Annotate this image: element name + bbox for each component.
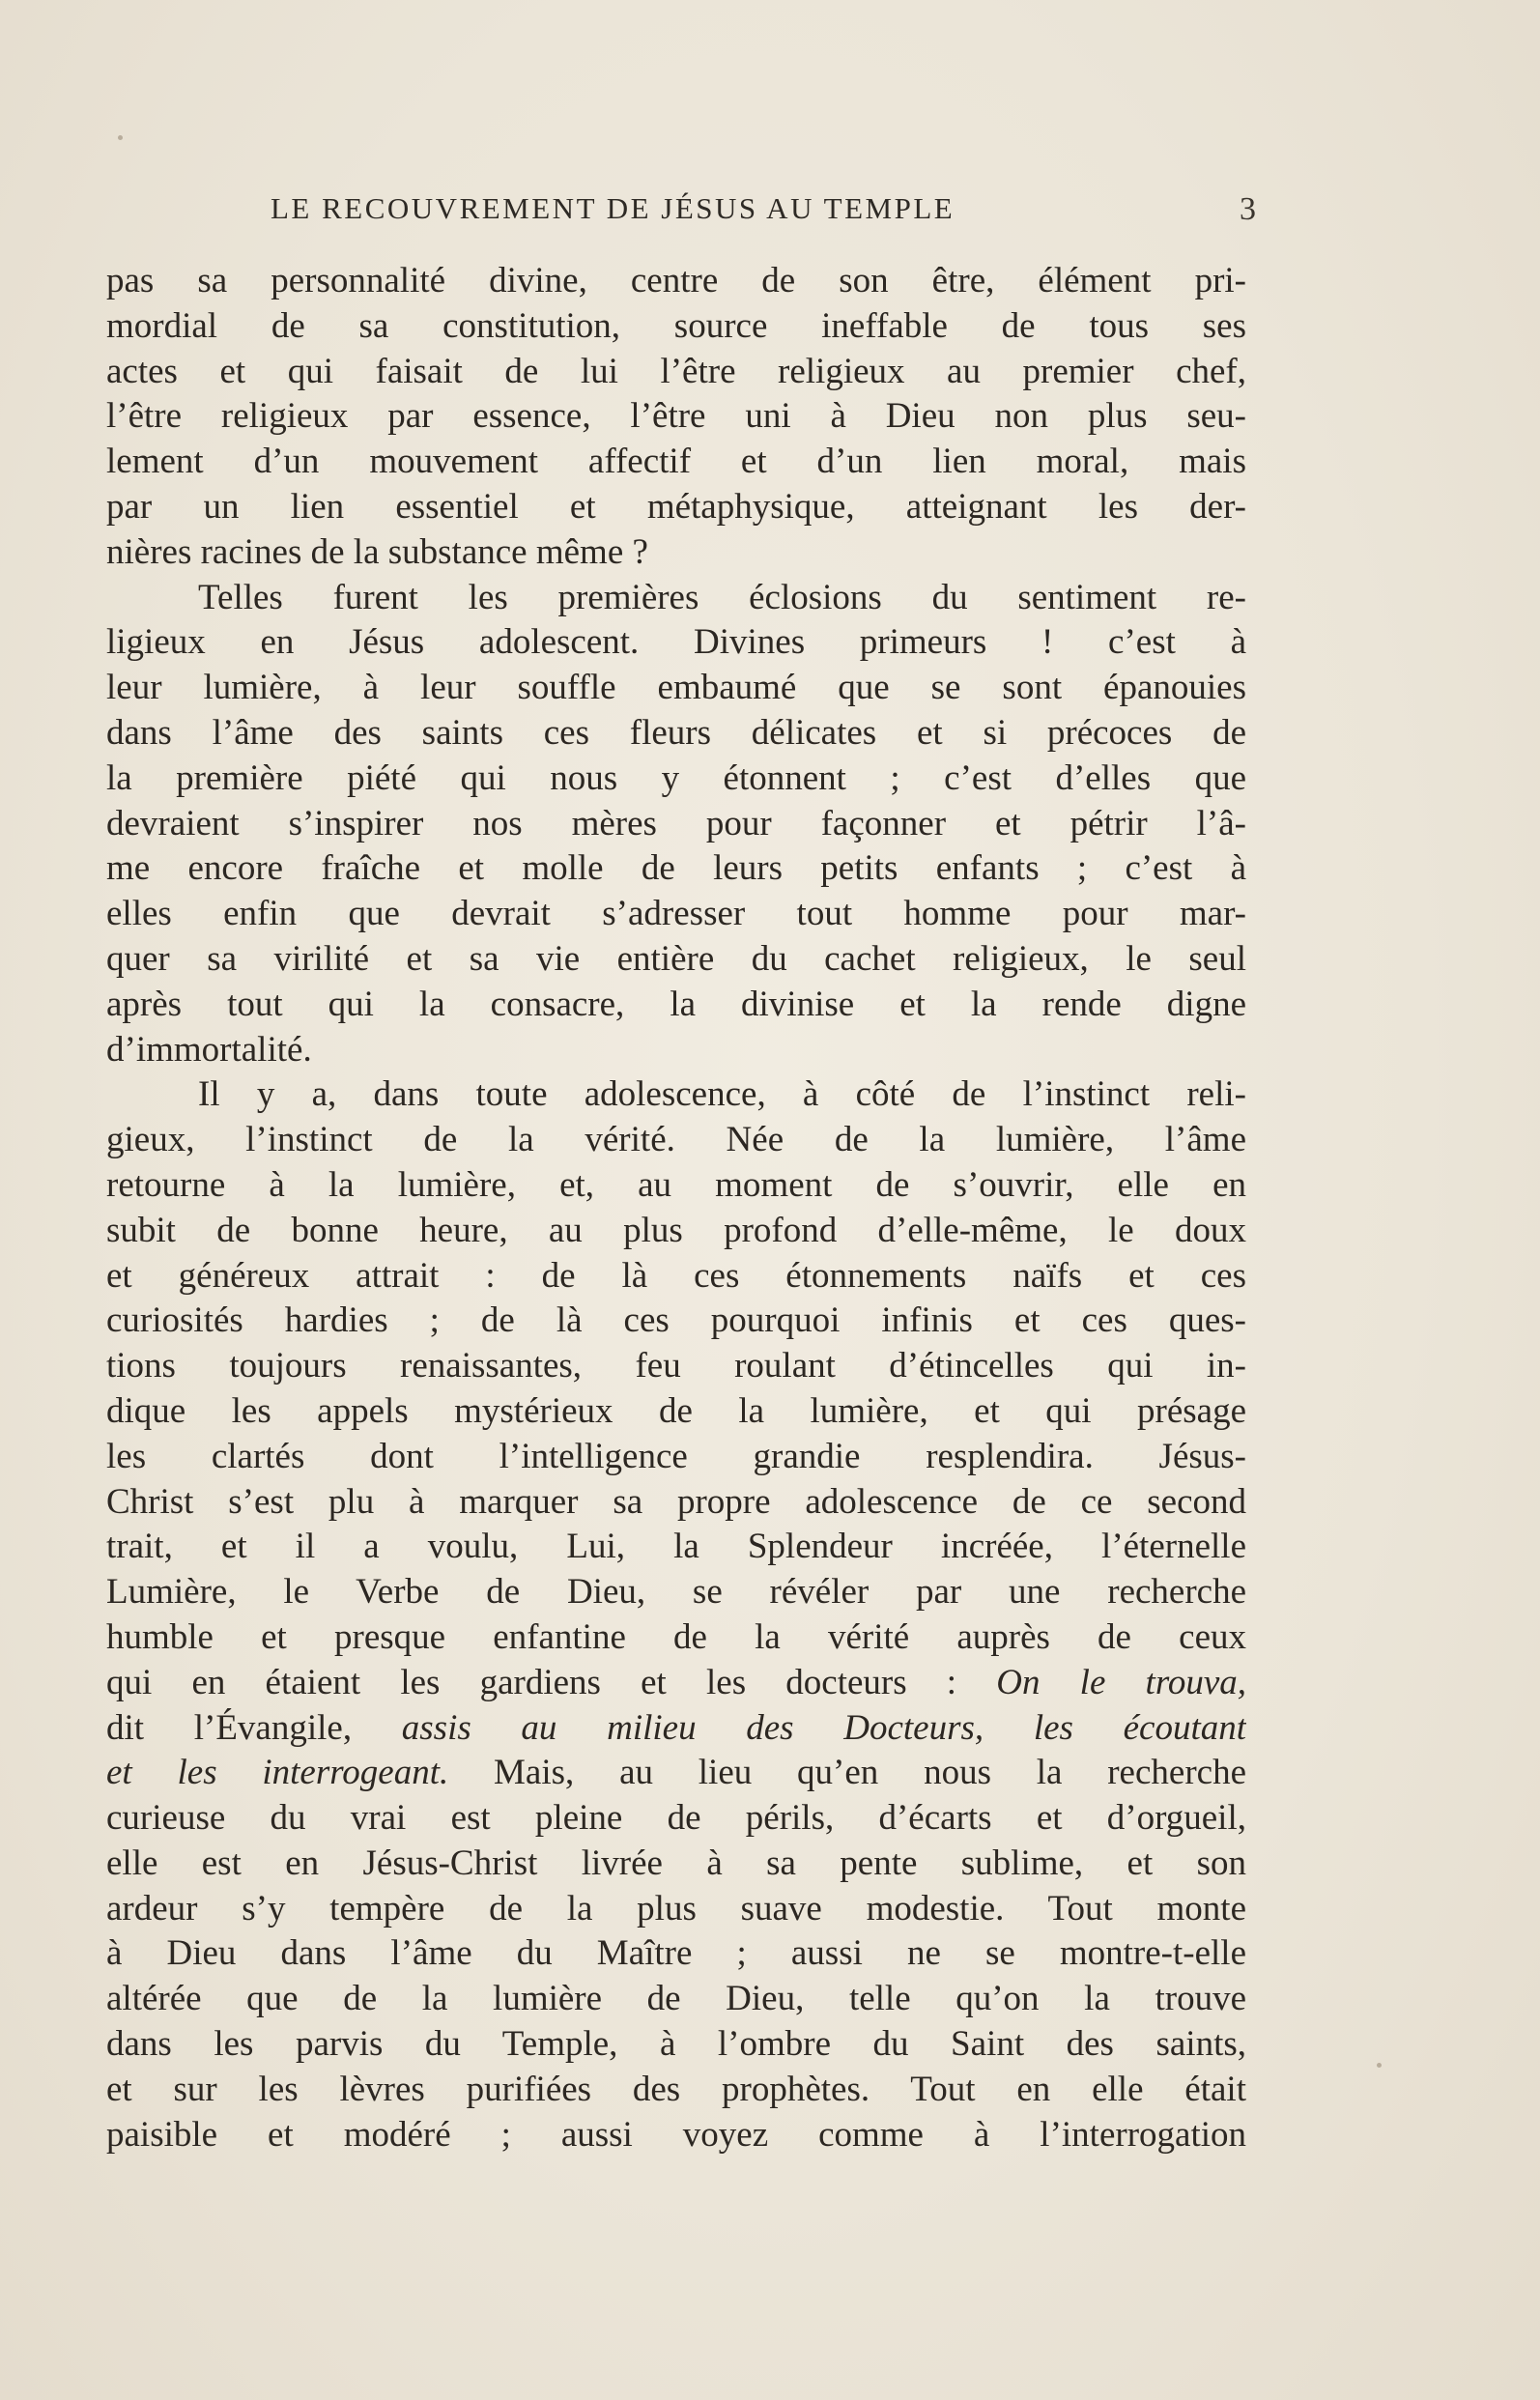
text-line (106, 1344, 1246, 1389)
line-text: et sur les lèvres purifiées des prophètes. Tout en elle était (106, 2069, 1246, 2109)
text-line (106, 983, 1246, 1028)
text-line (106, 711, 1246, 757)
line-text: ligieux en Jésus adolescent. Divines primeurs ! c’est à (106, 622, 1246, 663)
text-line (106, 1615, 1246, 1661)
line-text: pas sa personnalité divine, centre de son être, élément pri- (106, 261, 1246, 300)
text-line (106, 937, 1246, 983)
line-text: ardeur s’y tempère de la plus suave modestie. Tout monte (106, 1888, 1246, 1929)
text-line (106, 394, 1246, 440)
text-line (106, 620, 1246, 666)
text-line (106, 1028, 1246, 1073)
text-line (106, 1163, 1246, 1209)
italic-quote: et les interrogeant. (106, 1753, 449, 1793)
line-text: leur lumière, à leur souffle embaumé que se sont épanouies (106, 668, 1246, 708)
text-line (106, 846, 1246, 892)
text-line (106, 530, 1246, 576)
line-text: par un lien essentiel et métaphysique, atteignant les der- (106, 486, 1246, 527)
text-line (106, 1706, 1246, 1752)
text-line (106, 1661, 1246, 1706)
text-line (106, 1209, 1246, 1254)
text-line (106, 2068, 1246, 2113)
line-text: d’immortalité. (106, 1029, 312, 1070)
line-text: devraient s’inspirer nos mères pour façonner et pétrir l’â- (106, 803, 1246, 843)
line-text: subit de bonne heure, au plus profond d’elle-même, le doux (106, 1210, 1246, 1250)
text-line (106, 1796, 1246, 1842)
line-text: dit l’Évangile, (106, 1707, 353, 1748)
paper-speck (1377, 2063, 1382, 2068)
line-text: curiosités hardies ; de là ces pourquoi infinis et ces ques- (106, 1300, 1246, 1341)
italic-quote: On le trouva, (996, 1662, 1246, 1702)
text-line (106, 576, 1246, 621)
text-line (106, 802, 1246, 847)
line-text: dique les appels mystérieux de la lumière, et qui présage (106, 1390, 1246, 1431)
text-line (106, 1389, 1246, 1435)
line-text: les clartés dont l’intelligence grandie resplendira. Jésus- (106, 1436, 1246, 1476)
line-text: Lumière, le Verbe de Dieu, se révéler par une recherche (106, 1572, 1246, 1613)
line-text: Telles furent les premières éclosions du sentiment re- (198, 577, 1246, 617)
text-line (106, 2022, 1246, 2068)
line-text: actes et qui faisait de lui l’être religieux au premier chef, (106, 351, 1246, 391)
text-line (106, 1299, 1246, 1344)
line-text: elles enfin que devrait s’adresser tout homme pour mar- (106, 894, 1246, 934)
text-line (106, 1931, 1246, 1977)
line-text: elle est en Jésus-Christ livrée à sa pente sublime, et son (106, 1843, 1246, 1883)
line-text: dans les parvis du Temple, à l’ombre du Saint des saints, (106, 2024, 1246, 2065)
text-line (106, 1751, 1246, 1796)
text-line (106, 350, 1246, 395)
line-text: nières racines de la substance même ? (106, 531, 648, 572)
line-text: la première piété qui nous y étonnent ; c’est d’elles que (106, 757, 1246, 798)
line-text: me encore fraîche et molle de leurs petits enfants ; c’est à (106, 848, 1246, 889)
text-line (106, 1480, 1246, 1526)
line-text: altérée que de la lumière de Dieu, telle qu’on la trouve (106, 1979, 1246, 2019)
line-text: paisible et modéré ; aussi voyez comme à l’interrogation (106, 2114, 1246, 2155)
text-line (106, 2113, 1246, 2158)
text-line (106, 1887, 1246, 1932)
running-head: LE RECOUVREMENT DE JÉSUS AU TEMPLE (271, 191, 955, 225)
line-text: Christ s’est plu à marquer sa propre adolescence de ce second (106, 1481, 1246, 1522)
line-text: trait, et il a voulu, Lui, la Splendeur incréée, l’éternelle (106, 1527, 1246, 1567)
line-text: à Dieu dans l’âme du Maître ; aussi ne se montre-t-elle (106, 1933, 1246, 1974)
text-line (106, 1842, 1246, 1887)
line-text: l’être religieux par essence, l’être uni à Dieu non plus seu- (106, 396, 1246, 437)
text-line (106, 757, 1246, 802)
line-text: curieuse du vrai est pleine de périls, d’écarts et d’orgueil, (106, 1798, 1246, 1839)
line-text: tions toujours renaissantes, feu roulant d’étincelles qui in- (106, 1346, 1246, 1386)
line-text: lement d’un mouvement affectif et d’un lien moral, mais (106, 442, 1246, 482)
text-line (106, 304, 1246, 350)
line-text: qui en étaient les gardiens et les docteurs : (106, 1662, 957, 1702)
text-line (106, 1254, 1246, 1300)
text-line (106, 1118, 1246, 1163)
paper-speck (118, 135, 123, 140)
body-text (106, 259, 1246, 2157)
text-line (106, 666, 1246, 711)
text-line (106, 259, 1246, 304)
text-line (106, 1072, 1246, 1118)
line-text: retourne à la lumière, et, au moment de s’ouvrir, elle en (106, 1164, 1246, 1205)
line-text: humble et presque enfantine de la vérité auprès de ceux (106, 1616, 1246, 1657)
line-text: après tout qui la consacre, la divinise et la rende digne (106, 984, 1246, 1024)
italic-quote: assis au milieu des Docteurs, les écoutant (401, 1707, 1246, 1748)
text-line (106, 892, 1246, 937)
line-text: Il y a, dans toute adolescence, à côté de l’instinct reli- (198, 1074, 1246, 1115)
text-line (106, 1435, 1246, 1480)
line-text: gieux, l’instinct de la vérité. Née de la lumière, l’âme (106, 1120, 1246, 1160)
text-line (106, 1525, 1246, 1570)
line-text: dans l’âme des saints ces fleurs délicates et si précoces de (106, 712, 1246, 753)
line-text: quer sa virilité et sa vie entière du cachet religieux, le seul (106, 938, 1246, 979)
line-text: mordial de sa constitution, source ineffable de tous ses (106, 305, 1246, 346)
text-line (106, 485, 1246, 530)
line-text: et généreux attrait : de là ces étonnements naïfs et ces (106, 1255, 1246, 1296)
page-number: 3 (1240, 191, 1256, 227)
text-line (106, 440, 1246, 485)
page-header (106, 191, 1256, 240)
text-line (106, 1570, 1246, 1615)
text-line (106, 1977, 1246, 2022)
line-text: Mais, au lieu qu’en nous la recherche (494, 1753, 1246, 1793)
